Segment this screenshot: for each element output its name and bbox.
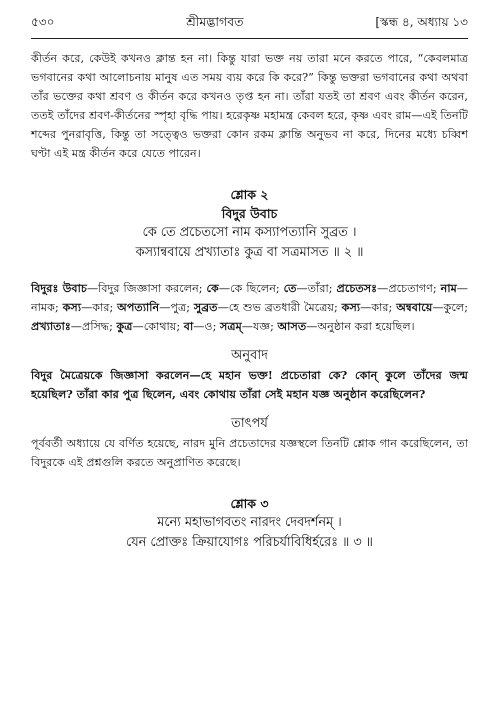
- synonym-meaning: —হে শুভ ব্রতধারী মৈত্রেয়;: [217, 301, 342, 314]
- verse-3-line-2: যেন প্রোক্তঃ ক্রিয়াযোগঃ পরিচর্যাবিধির্হরেঃ ॥ ৩ ॥: [126, 535, 373, 550]
- synonym-term: নাম: [440, 281, 457, 295]
- canto-chapter: [স্কন্ধ ৪, অধ্যায় ১৩: [375, 15, 468, 29]
- purport-paragraph: পূর্ববর্তী অধ্যায়ে যে বর্ণিত হয়েছে, নারদ মুনি প্রচেতাদের যজ্ঞস্থলে তিনটি শ্লোক গান করেছিলেন, তা বিদুরকে এই প্রশ্নগুলি করতে অনুপ্রাণিত করেছে।: [31, 437, 468, 469]
- synonym-meaning: —কার;: [81, 301, 118, 314]
- synonym-meaning: —বিদুর জিজ্ঞাসা করলেন;: [86, 282, 207, 295]
- synonym-term: অন্ববায়ে: [396, 300, 433, 314]
- synonym-term: সুব্রত: [193, 300, 218, 314]
- synonym-meaning: —পুত্র;: [159, 301, 194, 314]
- synonym-term: সত্রম্: [219, 319, 242, 333]
- synonym-term: প্রচেতসঃ: [336, 281, 378, 295]
- translation-heading: অনুবাদ: [231, 348, 268, 363]
- book-title: শ্রীমদ্ভাগবত: [186, 14, 244, 29]
- synonym-meaning: —প্রচেতাগণ;: [377, 282, 441, 295]
- synonym-term: আসত: [277, 319, 307, 333]
- synonym-term: বা: [183, 319, 194, 333]
- synonym-meaning: —তাঁরা;: [296, 282, 337, 295]
- synonym-term: কুত্র: [116, 319, 133, 333]
- verse-2-line-1: কে তে প্রচেতসো নাম কস্যাপত্যানি সুব্রত ।: [142, 225, 357, 240]
- intro-paragraph: কীর্তন করে, কেউই কখনও ক্লান্ত হন না। কিন্তু যারা ভক্ত নয় তারা মনে করতে পারে, “কেবলমাত্র ভগবানের কথা আলোচনায় মানুষ এত সময় ব্যয় করে কি করে?” কিন্তু ভক্তরা ভগবানের কথা অথবা তাঁর ভক্তের কথা শ্রবণ ও কীর্তন করে কখনও তৃপ্ত হন না। তাঁরা যতই তা শ্রবণ এবং কীর্তন করেন, ততই তাঁদের শ্রবণ-কীর্তনের স্পৃহা বৃদ্ধি পায়। হরেকৃষ্ণ মহামন্ত্র কেবল হরে, কৃষ্ণ এবং রাম—এই তিনটি শব্দের পুনরাবৃত্তি, কিন্তু তা সত্ত্বেও ভক্তরা কোন রকম ক্লান্তি অনুভব না করে, দিনের মধ্যে চব্বিশ ঘণ্টা এই মন্ত্র কীর্তন করে যেতে পারেন।: [31, 52, 468, 160]
- synonym-meaning: —অনুষ্ঠান করা হয়েছিল।: [306, 320, 415, 333]
- synonym-term: অপত্যানি: [117, 300, 160, 314]
- synonym-meaning: —কোথায়;: [132, 320, 184, 333]
- translation-paragraph: [31, 366, 468, 404]
- synonym-term: প্রখ্যাতাঃ: [31, 319, 71, 333]
- synonym-meaning: —ও;: [193, 320, 220, 333]
- synonym-term: কস্য: [62, 300, 82, 314]
- purport-heading: তাৎপর্য: [231, 416, 268, 431]
- synonym-term: বিদুরঃ উবাচ: [31, 281, 87, 295]
- synonym-meaning: —যজ্ঞ;: [241, 320, 278, 333]
- synonym-meaning: —প্রসিদ্ধ;: [70, 320, 117, 333]
- synonym-term: কস্য: [341, 300, 361, 314]
- synonym-meaning: —কুলে;: [432, 301, 468, 314]
- page-header: [31, 0, 468, 39]
- synonym-meaning: —কে ছিলেন;: [218, 282, 284, 295]
- page-number: ৫৩০: [31, 15, 55, 29]
- verse-2-line-2: কস্যান্ববায়ে প্রখ্যাতাঃ কুত্র বা সত্রমাসত ॥ ২ ॥: [135, 245, 364, 260]
- synonym-term: তে: [283, 281, 297, 295]
- verse-3-line-1: মন্যে মহাভাগবতং নারদং দেবদর্শনম্ ।: [157, 515, 342, 530]
- translation-text: বিদুর মৈত্রেয়কে জিজ্ঞাসা করলেন—হে মহান ভক্ত! প্রচেতারা কে? কোন্ কুলে তাঁদের জন্ম হয়েছিল? তাঁরা কার পুত্র ছিলেন, এবং কোথায় তাঁরা সেই মহান যজ্ঞ অনুষ্ঠান করেছিলেন?: [31, 368, 468, 401]
- synonym-meaning: —নামক;: [31, 282, 468, 314]
- verse-3-label: শ্লোক ৩: [230, 496, 269, 511]
- synonym-term: কে: [206, 281, 219, 295]
- verse-2-speaker: বিদুর উবাচ: [221, 206, 278, 221]
- synonym-meaning: —কার;: [360, 301, 397, 314]
- verse-2-label: শ্লোক ২: [230, 187, 269, 202]
- synonyms-paragraph: [31, 279, 468, 336]
